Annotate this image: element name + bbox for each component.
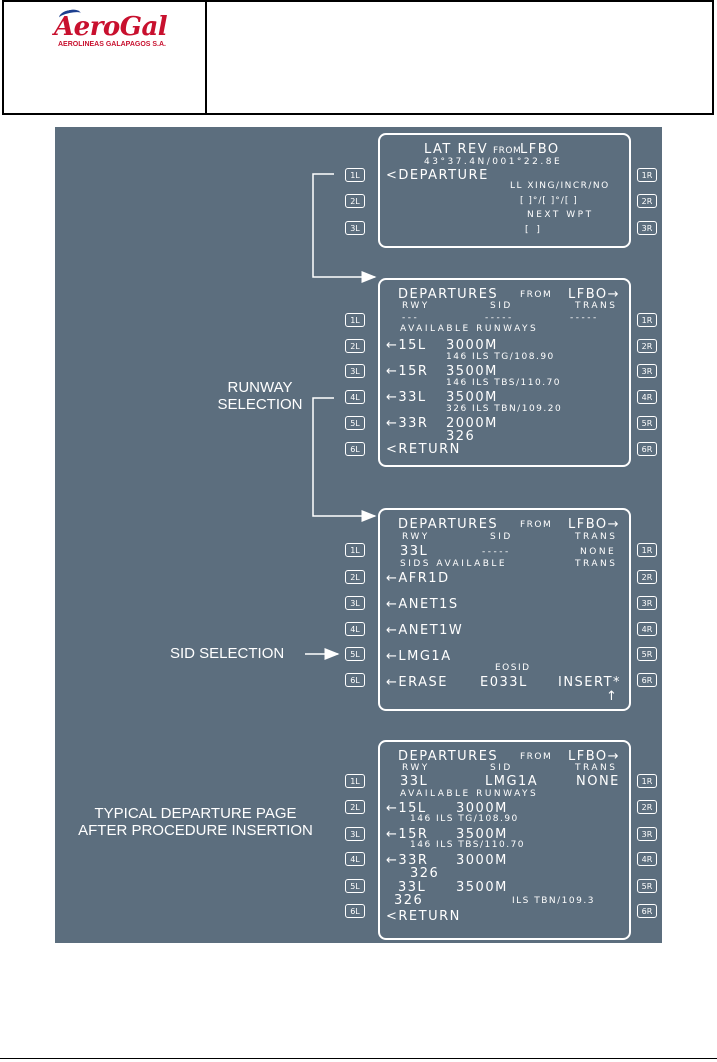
lsk-2l[interactable]: 2L	[345, 570, 365, 584]
lsk-1r[interactable]: 1R	[637, 168, 657, 182]
screen-departures-sids	[378, 508, 631, 711]
lsk-3r[interactable]: 3R	[637, 827, 657, 841]
sid-dashes: -----	[485, 313, 514, 323]
selected-runway: 33L	[400, 774, 429, 789]
runway-select-15l[interactable]: ←15L	[386, 338, 427, 353]
lsk-4r[interactable]: 4R	[637, 390, 657, 404]
mcdu-diagram	[55, 127, 662, 943]
departures-title: DEPARTURES	[398, 517, 499, 532]
eosid-value: E033L	[480, 675, 528, 690]
insert-prompt[interactable]: INSERT*	[558, 675, 622, 690]
lat-rev-from: FROM	[493, 146, 522, 156]
ll-xing-brackets[interactable]: [ ]°/[ ]°/[ ]	[520, 196, 578, 206]
annotation-typical-line1: TYPICAL DEPARTURE PAGE	[94, 805, 297, 822]
lsk-6l[interactable]: 6L	[345, 673, 365, 687]
runway-info: 146 ILS TBS/110.70	[446, 378, 562, 388]
sid-anet1s[interactable]: ←ANET1S	[386, 597, 459, 612]
lsk-6r[interactable]: 6R	[637, 904, 657, 918]
sids-available-label: SIDS AVAILABLE	[400, 559, 508, 569]
departures-airport: LFBO→	[568, 517, 621, 532]
runway-heading: 326	[394, 893, 424, 908]
lsk-6l[interactable]: 6L	[345, 442, 365, 456]
runway-ils-tbn: ILS TBN/109.3	[512, 896, 595, 906]
runway-length: 3000M	[456, 853, 508, 868]
runway-length: 3000M	[446, 338, 498, 353]
rwy-dashes: ---	[402, 313, 420, 323]
lsk-5r[interactable]: 5R	[637, 647, 657, 661]
arrow-33l-to-sids	[313, 398, 375, 516]
logo-name: AeroGal	[54, 12, 168, 42]
ll-xing-label: LL XING/INCR/NO	[510, 181, 610, 191]
screen-lat-rev	[378, 133, 631, 248]
runway-length: 3000M	[456, 801, 508, 816]
lsk-4l[interactable]: 4L	[345, 390, 365, 404]
next-wpt-label: NEXT WPT	[527, 210, 594, 220]
runway-select-33r[interactable]: ←33R	[386, 416, 429, 431]
lsk-5l[interactable]: 5L	[345, 647, 365, 661]
runway-select-33l[interactable]: ←33L	[386, 390, 427, 405]
lsk-3r[interactable]: 3R	[637, 221, 657, 235]
runway-length: 3500M	[446, 364, 498, 379]
runway-heading: 326	[446, 429, 476, 444]
up-arrow-icon: ↑	[606, 689, 619, 704]
lsk-4r[interactable]: 4R	[637, 622, 657, 636]
lsk-3r[interactable]: 3R	[637, 596, 657, 610]
screen-departures-runways	[378, 278, 631, 467]
document-header-table	[2, 0, 714, 115]
lsk-4l[interactable]: 4L	[345, 852, 365, 866]
return-prompt[interactable]: <RETURN	[386, 442, 461, 457]
lsk-6r[interactable]: 6R	[637, 673, 657, 687]
runway-info: 326 ILS TBN/109.20	[446, 404, 563, 414]
lsk-5r[interactable]: 5R	[637, 879, 657, 893]
logo-tagline: AEROLINEAS GALAPAGOS S.A.	[58, 41, 166, 48]
departures-airport: LFBO→	[568, 749, 621, 764]
lsk-1l[interactable]: 1L	[345, 313, 365, 327]
lsk-3l[interactable]: 3L	[345, 827, 365, 841]
runway-select-15r[interactable]: ←15R	[386, 364, 429, 379]
lsk-2l[interactable]: 2L	[345, 194, 365, 208]
lsk-3l[interactable]: 3L	[345, 596, 365, 610]
lat-rev-title: LAT REV	[424, 142, 489, 157]
lsk-6r[interactable]: 6R	[637, 442, 657, 456]
lsk-2r[interactable]: 2R	[637, 800, 657, 814]
lsk-2r[interactable]: 2R	[637, 339, 657, 353]
runway-info: 146 ILS TG/108.90	[410, 814, 519, 824]
runway-select-33r[interactable]: ←33R	[386, 853, 429, 868]
runway-select-15l[interactable]: ←15L	[386, 801, 427, 816]
lsk-3l[interactable]: 3L	[345, 221, 365, 235]
departures-title: DEPARTURES	[398, 749, 499, 764]
annotation-typical-departure	[73, 805, 318, 840]
departure-prompt[interactable]: <DEPARTURE	[386, 168, 489, 183]
annotation-runway-selection	[205, 379, 315, 414]
lsk-5r[interactable]: 5R	[637, 416, 657, 430]
lsk-1l[interactable]: 1L	[345, 543, 365, 557]
trans-dashes: -----	[570, 313, 599, 323]
lsk-2r[interactable]: 2R	[637, 570, 657, 584]
annotation-typical-line2: AFTER PROCEDURE INSERTION	[78, 822, 313, 840]
col-rwy: RWY	[402, 532, 430, 542]
lsk-1l[interactable]: 1L	[345, 774, 365, 788]
sid-dashes: -----	[482, 547, 511, 557]
col-sid: SID	[490, 763, 513, 773]
lsk-3l[interactable]: 3L	[345, 364, 365, 378]
lat-rev-airport: LFBO	[520, 142, 560, 157]
annotation-runway-line1: RUNWAY	[227, 379, 293, 396]
lsk-5l[interactable]: 5L	[345, 416, 365, 430]
runway-length: 3500M	[456, 880, 508, 895]
col-sid: SID	[490, 532, 513, 542]
lsk-6l[interactable]: 6L	[345, 904, 365, 918]
runway-33l-current: 33L	[398, 880, 427, 895]
lsk-2r[interactable]: 2R	[637, 194, 657, 208]
departures-airport: LFBO→	[568, 287, 621, 302]
lsk-2l[interactable]: 2L	[345, 800, 365, 814]
next-wpt-field[interactable]: [ ]	[525, 225, 543, 235]
runway-heading: 326	[410, 866, 440, 881]
departures-from: FROM	[520, 752, 553, 762]
lsk-4r[interactable]: 4R	[637, 852, 657, 866]
arrow-departure-to-runways	[313, 174, 375, 277]
lsk-5l[interactable]: 5L	[345, 879, 365, 893]
header-divider	[205, 2, 207, 113]
screen-departures-inserted	[378, 740, 631, 940]
return-prompt[interactable]: <RETURN	[386, 909, 461, 924]
lsk-1r[interactable]: 1R	[637, 313, 657, 327]
col-rwy: RWY	[402, 301, 430, 311]
col-rwy: RWY	[402, 763, 430, 773]
selected-runway: 33L	[400, 544, 429, 559]
annotation-sid-selection: SID SELECTION	[170, 645, 285, 662]
footer-rule	[0, 1058, 717, 1059]
departures-from: FROM	[520, 520, 553, 530]
erase-prompt[interactable]: ←ERASE	[386, 675, 448, 690]
col-trans: TRANS	[575, 301, 618, 311]
departures-title: DEPARTURES	[398, 287, 499, 302]
col-sid: SID	[490, 301, 513, 311]
runway-length: 3500M	[456, 827, 508, 842]
lat-rev-coords: 43°37.4N/001°22.8E	[424, 157, 563, 167]
runway-select-15r[interactable]: ←15R	[386, 827, 429, 842]
eosid-label: EOSID	[495, 663, 531, 673]
trans-none: NONE	[580, 547, 617, 557]
col-trans: TRANS	[575, 763, 618, 773]
aerogal-logo	[54, 12, 174, 57]
lsk-1l[interactable]: 1L	[345, 168, 365, 182]
col-trans: TRANS	[575, 532, 618, 542]
lsk-3r[interactable]: 3R	[637, 364, 657, 378]
selected-trans: NONE	[576, 774, 620, 789]
runway-info: 146 ILS TBS/110.70	[410, 840, 526, 850]
runway-info: 146 ILS TG/108.90	[446, 352, 555, 362]
lsk-1r[interactable]: 1R	[637, 774, 657, 788]
available-runways-label: AVAILABLE RUNWAYS	[400, 789, 539, 799]
lsk-4l[interactable]: 4L	[345, 622, 365, 636]
lsk-1r[interactable]: 1R	[637, 543, 657, 557]
sid-anet1w[interactable]: ←ANET1W	[386, 623, 464, 638]
departures-from: FROM	[520, 290, 553, 300]
selected-sid: LMG1A	[485, 774, 539, 789]
sid-afr1d[interactable]: ←AFR1D	[386, 571, 450, 586]
annotation-runway-line2: SELECTION	[217, 396, 303, 414]
lsk-2l[interactable]: 2L	[345, 339, 365, 353]
sid-lmg1a[interactable]: ←LMG1A	[386, 649, 452, 664]
available-runways-label: AVAILABLE RUNWAYS	[400, 324, 539, 334]
runway-length: 2000M	[446, 416, 498, 431]
trans-label: TRANS	[575, 559, 618, 569]
runway-length: 3500M	[446, 390, 498, 405]
